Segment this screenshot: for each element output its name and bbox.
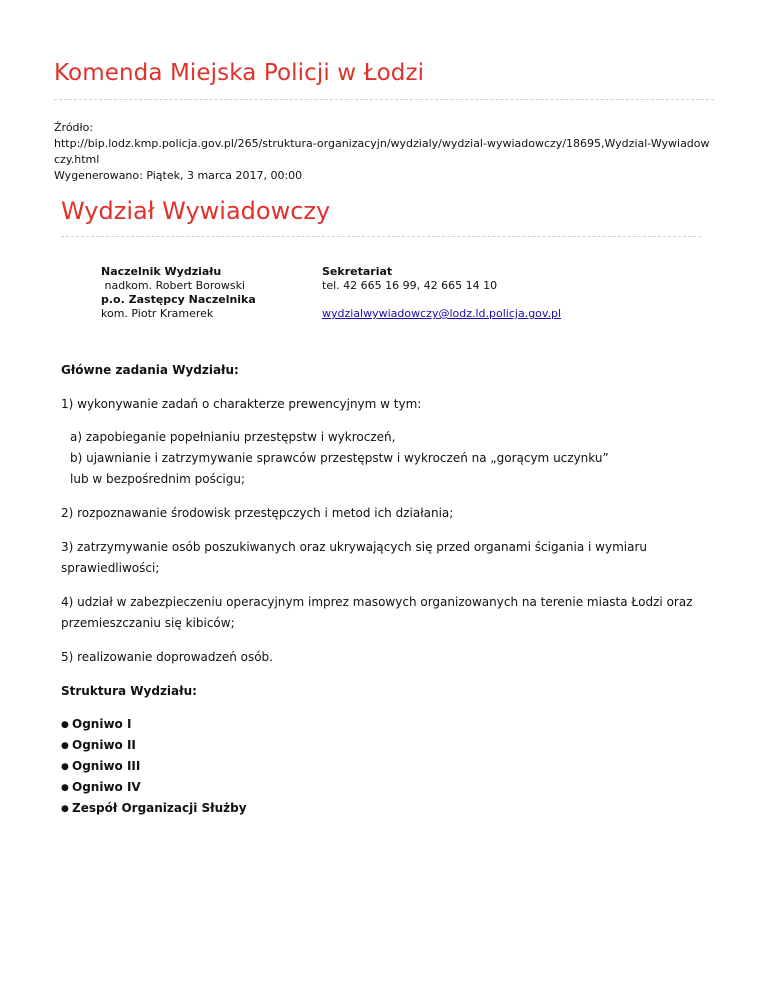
tasks-heading: Główne zadania Wydziału: (61, 363, 239, 377)
title-divider (61, 236, 701, 237)
chief-name: nadkom. Robert Borowski (104, 279, 246, 292)
deputy-title: p.o. Zastępcy Naczelnika (101, 293, 256, 306)
task-item-4: 4) udział w zabezpieczeniu operacyjnym imprez masowych organizowanych na terenie miasta Łodzi oraz przemieszczaniu się kibiców; (61, 595, 693, 630)
source-url: http://bip.lodz.kmp.policja.gov.pl/265/struktura-organizacyjn/wydzialy/wydzial-wywiadowczy/18695,Wydzial-Wywiadowczy.html (54, 137, 710, 166)
header-divider (54, 99, 714, 100)
task-item-1a: a) zapobieganie popełnianiu przestępstw i wykroczeń, (70, 430, 396, 444)
task-item-1: 1) wykonywanie zadań o charakterze prewencyjnym w tym: (61, 397, 422, 411)
page-title: Wydział Wywiadowczy (61, 197, 331, 225)
structure-item: ● Ogniwo II (61, 735, 701, 756)
task-item-5: 5) realizowanie doprowadzeń osób. (61, 650, 273, 664)
source-label: Źródło: (54, 121, 94, 134)
task-item-1b-line2: lub w bezpośrednim pościgu; (70, 472, 246, 486)
task-item-1b-line1: b) ujawnianie i zatrzymywanie sprawców przestępstw i wykroczeń na „gorącym uczynku” (70, 451, 609, 465)
structure-item: ● Zespół Organizacji Służby (61, 798, 701, 819)
secretariat-title: Sekretariat (322, 265, 393, 278)
bullet-icon: ● (61, 804, 69, 814)
bullet-icon: ● (61, 783, 69, 793)
task-item-3: 3) zatrzymywanie osób poszukiwanych oraz ukrywających się przed organami ścigania i wymiaru sprawiedliwości; (61, 540, 648, 575)
structure-item: ● Ogniwo III (61, 756, 701, 777)
main-content (61, 360, 701, 819)
management-column (101, 265, 301, 321)
email-link[interactable]: wydzialwywiadowczy@lodz.ld.policja.gov.pl (322, 307, 562, 320)
secretariat-column (322, 265, 662, 321)
bullet-icon: ● (61, 720, 69, 730)
chief-title: Naczelnik Wydziału (101, 265, 222, 278)
site-title: Komenda Miejska Policji w Łodzi (54, 60, 425, 86)
source-info (54, 120, 714, 184)
structure-item: ● Ogniwo I (61, 714, 701, 735)
deputy-name: kom. Piotr Kramerek (101, 307, 214, 320)
bullet-icon: ● (61, 741, 69, 751)
structure-item: ● Ogniwo IV (61, 777, 701, 798)
task-item-2: 2) rozpoznawanie środowisk przestępczych i metod ich działania; (61, 506, 454, 520)
structure-list (61, 714, 701, 819)
generated-date: Wygenerowano: Piątek, 3 marca 2017, 00:00 (54, 169, 303, 182)
structure-heading: Struktura Wydziału: (61, 684, 197, 698)
bullet-icon: ● (61, 762, 69, 772)
secretariat-phone: tel. 42 665 16 99, 42 665 14 10 (322, 279, 498, 292)
